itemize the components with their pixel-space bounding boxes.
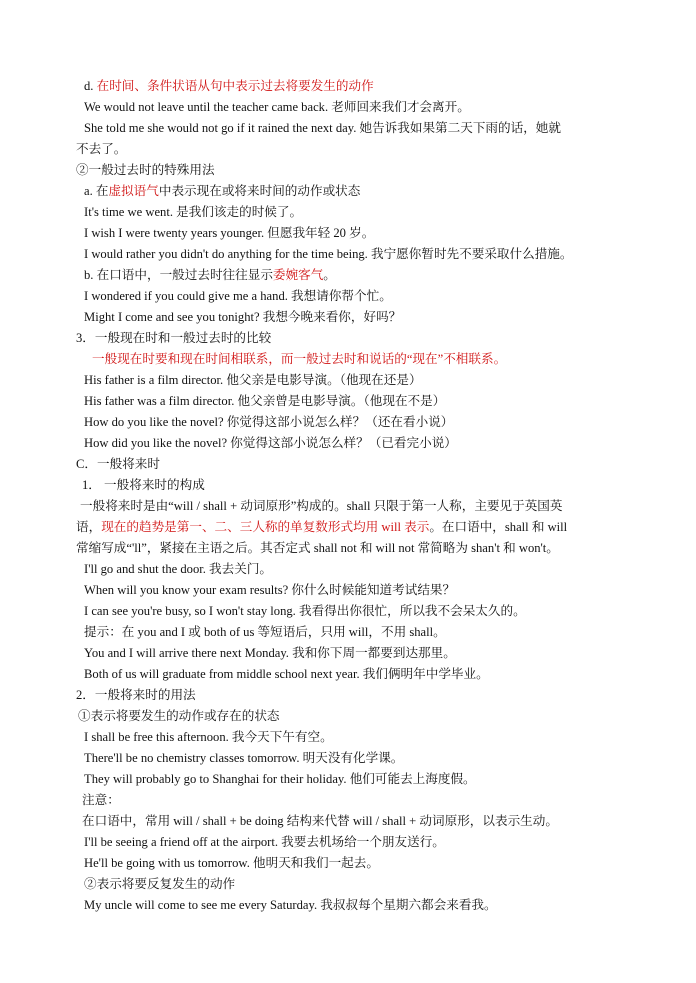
- doc-line: 一般现在时要和现在时间相联系，而一般过去时和说话的“现在”不相联系。: [92, 352, 507, 366]
- doc-line: d. 在时间、条件状语从句中表示过去将要发生的动作: [84, 79, 374, 93]
- section-heading: ②一般过去时的特殊用法: [76, 163, 215, 177]
- doc-line: I'll be seeing a friend off at the airport. 我要去机场给一个朋友送行。: [84, 835, 445, 849]
- doc-line: a. 在虚拟语气中表示现在或将来时间的动作或状态: [84, 184, 361, 198]
- doc-line: We would not leave until the teacher came back. 老师回来我们才会离开。: [84, 100, 470, 114]
- doc-line: 常缩写成“'ll”，紧接在主语之后。其否定式 shall not 和 will not 常简略为 shan't 和 won't。: [76, 541, 559, 555]
- doc-line: 不去了。: [76, 142, 127, 156]
- doc-line: His father is a film director. 他父亲是电影导演。（他现在还是）: [84, 373, 422, 387]
- doc-line: Both of us will graduate from middle school next year. 我们俩明年中学毕业。: [84, 667, 489, 681]
- doc-line: 提示：在 you and I 或 both of us 等短语后，只用 will，不用 shall。: [84, 625, 446, 639]
- doc-line: How did you like the novel? 你觉得这部小说怎么样？（已看完小说）: [84, 436, 457, 450]
- doc-line: I wish I were twenty years younger. 但愿我年轻 20 岁。: [84, 226, 375, 240]
- section-heading: ②表示将要反复发生的动作: [84, 877, 236, 891]
- doc-line: b. 在口语中，一般过去时往往显示委婉客气。: [84, 268, 336, 282]
- doc-line: You and I will arrive there next Monday. 我和你下周一都要到达那里。: [84, 646, 456, 660]
- section-heading: 3．一般现在时和一般过去时的比较: [76, 331, 272, 345]
- doc-line: I can see you're busy, so I won't stay long. 我看得出你很忙，所以我不会呆太久的。: [84, 604, 526, 618]
- doc-line: How do you like the novel? 你觉得这部小说怎么样？（还在看小说）: [84, 415, 454, 429]
- section-heading: C．一般将来时: [76, 457, 160, 471]
- section-heading: 2．一般将来时的用法: [76, 688, 196, 702]
- doc-line: 在口语中，常用 will / shall + be doing 结构来代替 will / shall + 动词原形，以表示生动。: [82, 814, 558, 828]
- doc-line: His father was a film director. 他父亲曾是电影导演。（他现在不是）: [84, 394, 446, 408]
- doc-line: When will you know your exam results? 你什么时候能知道考试结果？: [84, 583, 456, 597]
- doc-line: I'll go and shut the door. 我去关门。: [84, 562, 273, 576]
- doc-line: I would rather you didn't do anything for the time being. 我宁愿你暂时先不要采取什么措施。: [84, 247, 573, 261]
- doc-line: Might I come and see you tonight? 我想今晚来看你，好吗？: [84, 310, 402, 324]
- doc-line: I shall be free this afternoon. 我今天下午有空。: [84, 730, 333, 744]
- doc-line: It's time we went. 是我们该走的时候了。: [84, 205, 303, 219]
- doc-line: He'll be going with us tomorrow. 他明天和我们一起去。: [84, 856, 379, 870]
- doc-line: 注意：: [82, 793, 120, 807]
- doc-line: I wondered if you could give me a hand. 我想请你帮个忙。: [84, 289, 392, 303]
- doc-line: She told me she would not go if it rained the next day. 她告诉我如果第二天下雨的话，她就: [84, 121, 561, 135]
- section-heading: 1． 一般将来时的构成: [82, 478, 205, 492]
- doc-line: They will probably go to Shanghai for their holiday. 他们可能去上海度假。: [84, 772, 476, 786]
- doc-line: My uncle will come to see me every Saturday. 我叔叔每个星期六都会来看我。: [84, 898, 497, 912]
- doc-line: 一般将来时是由“will / shall + 动词原形”构成的。shall 只限于第一人称，主要见于英国英: [80, 499, 563, 513]
- section-heading: ①表示将要发生的动作或存在的状态: [78, 709, 280, 723]
- doc-line: 语，现在的趋势是第一、二、三人称的单复数形式均用 will 表示。在口语中，shall 和 will: [76, 520, 568, 534]
- doc-line: There'll be no chemistry classes tomorrow. 明天没有化学课。: [84, 751, 404, 765]
